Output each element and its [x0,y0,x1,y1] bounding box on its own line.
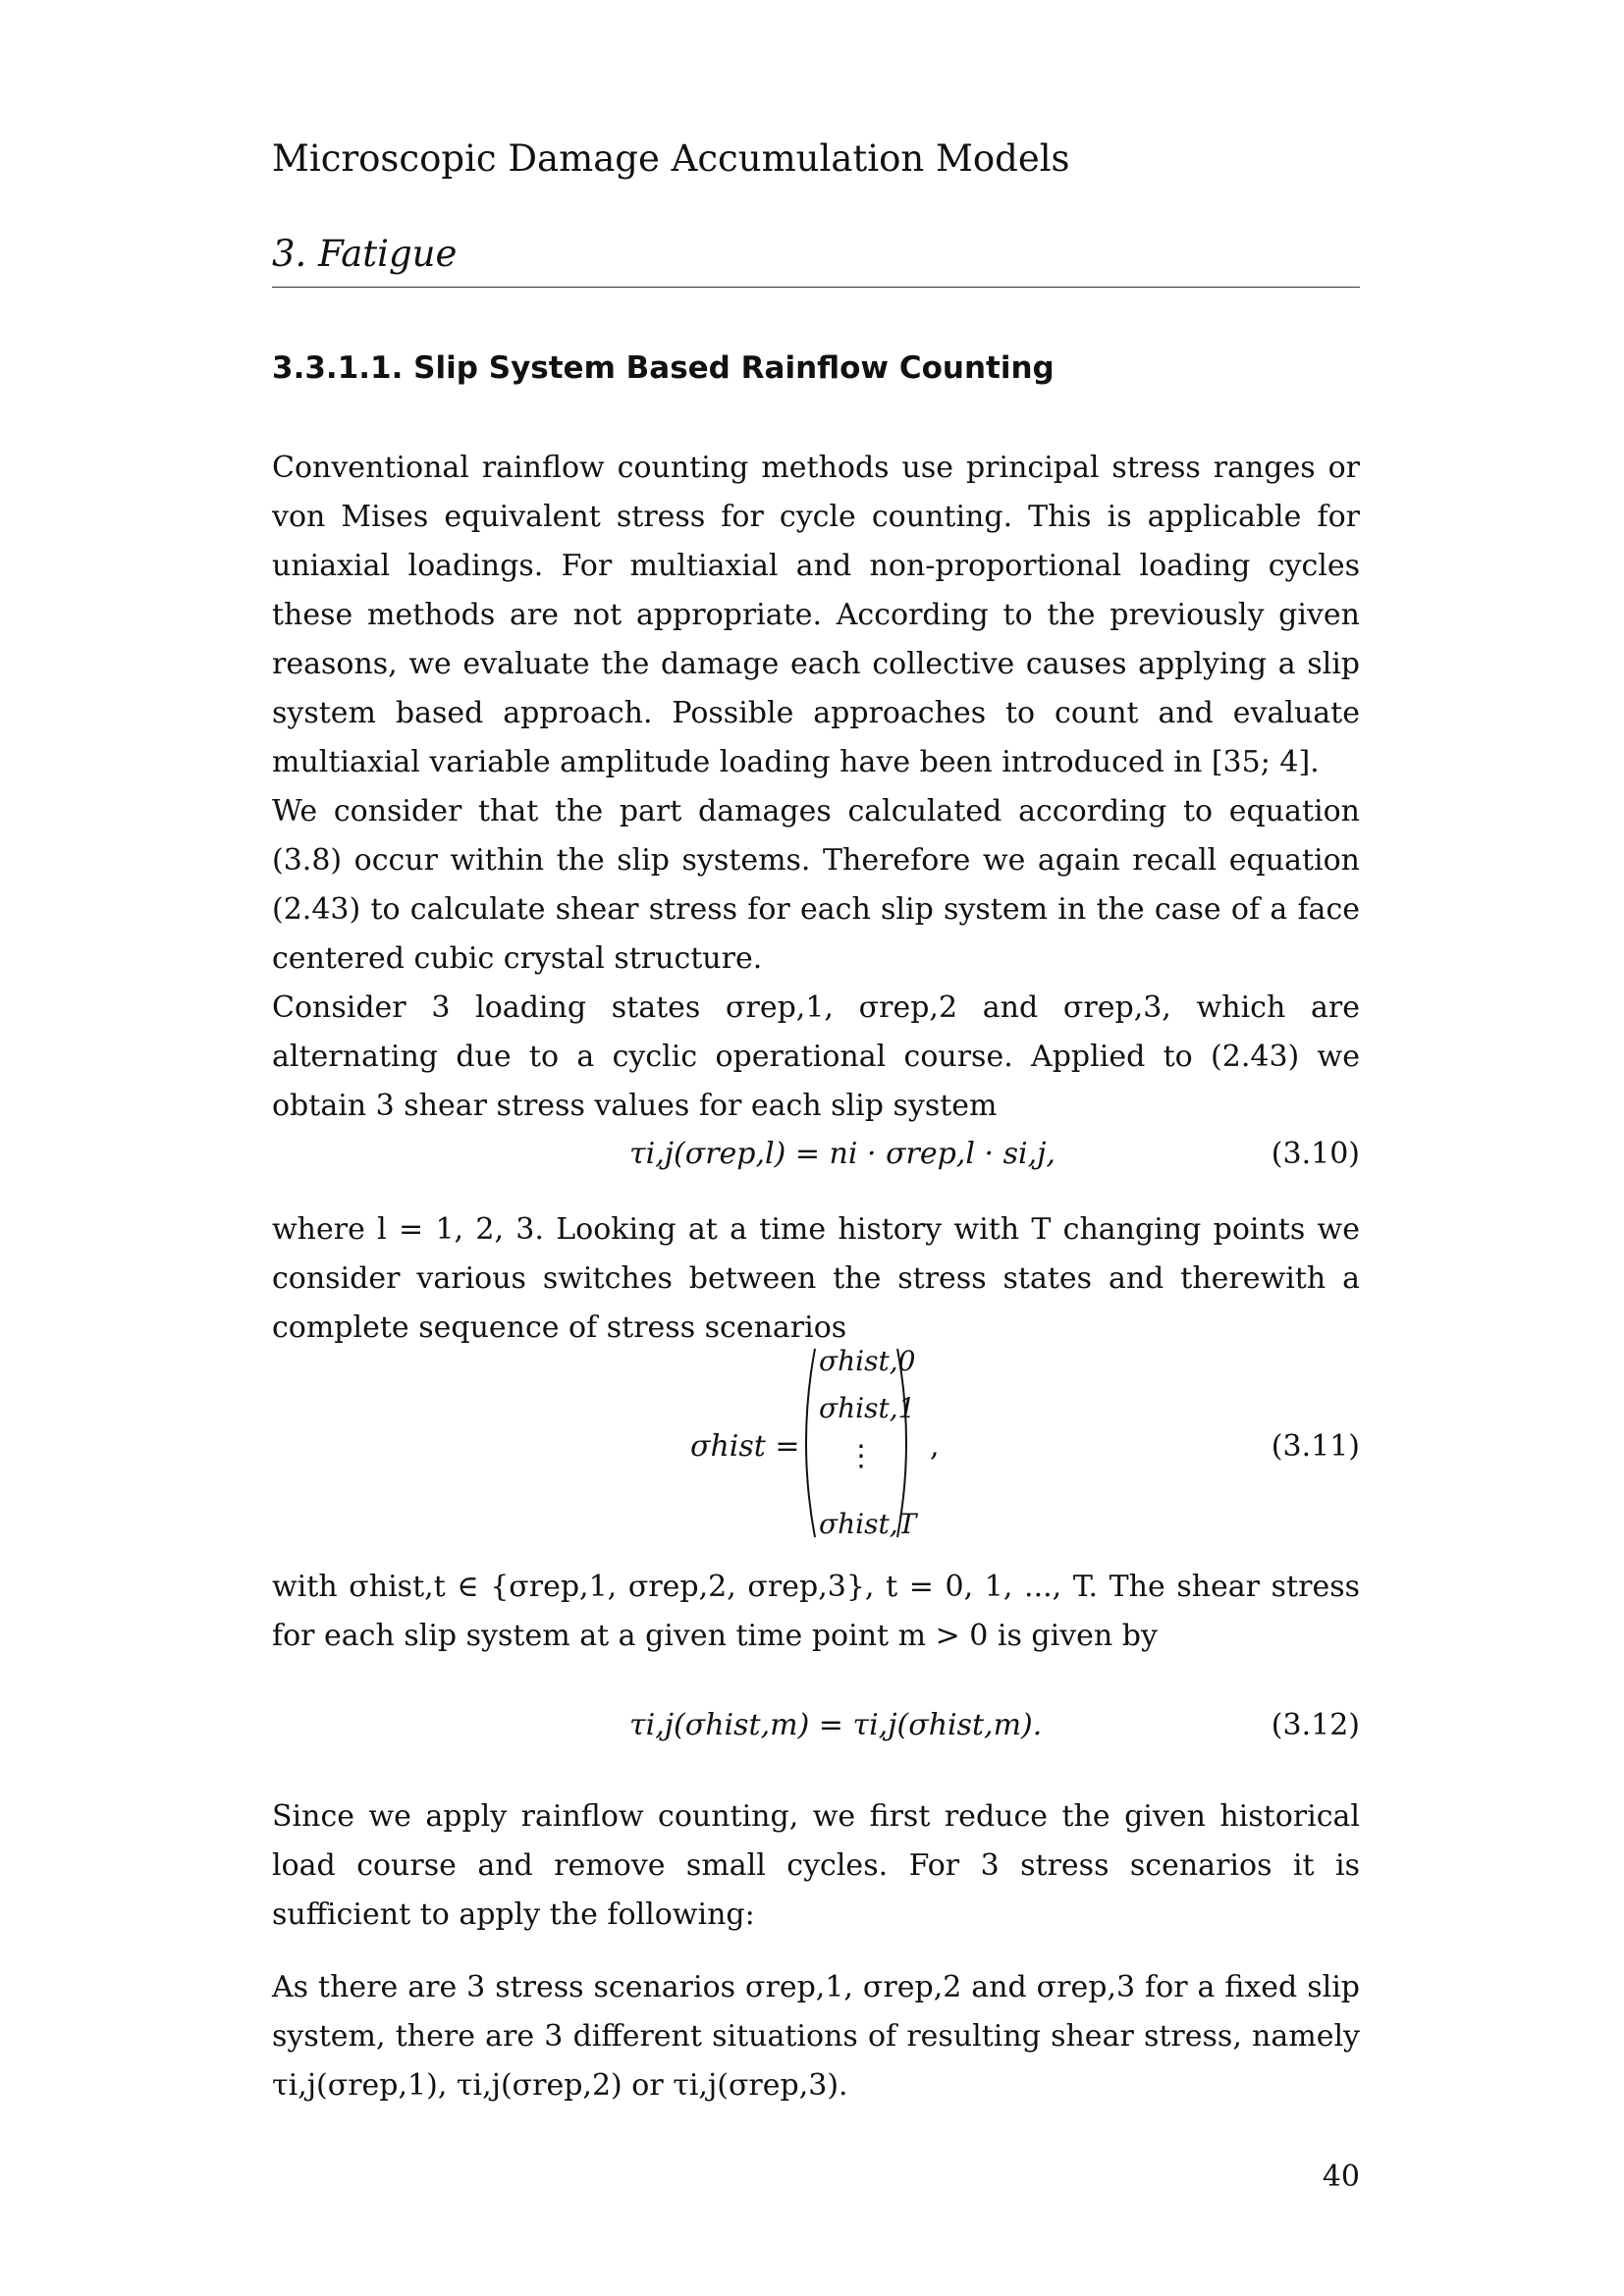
paragraph-7: As there are 3 stress scenarios σrep,1, σrep,2 and σrep,3 for a fixed slip system, there are 3 different situations of resulting shear stress, namely τi,j(σrep,1), τi,j(σrep,2) or τi,j(σrep,3). [272,1970,1360,2103]
equation-3-12-body: τi,j(σhist,m) = τi,j(σhist,m). [629,1708,1043,1742]
equation-3-11-comma: , [930,1429,940,1464]
equation-3-11 [272,1345,1360,1541]
equation-3-12-number: (3.12) [1271,1708,1360,1742]
equation-3-11-lhs: σhist = [690,1429,800,1464]
paragraph-4: where l = 1, 2, 3. Looking at a time history with T changing points we consider various switches between the stress states and therewith a complete sequence of stress scenarios [272,1212,1360,1345]
header-rule [272,287,1360,288]
vector-entry-0: σhist,0 [819,1345,916,1377]
vector-entry-T: σhist,T [819,1508,917,1540]
running-title: Microscopic Damage Accumulation Models [272,137,1070,180]
section-heading: 3.3.1.1. Slip System Based Rainflow Counting [272,350,1055,386]
equation-3-10-number: (3.10) [1271,1137,1360,1171]
body-text-block-3 [272,1563,1360,1661]
equation-3-12 [272,1708,1360,1747]
body-text-block-2 [272,1205,1360,1353]
equation-3-10 [272,1137,1360,1176]
chapter-title: 3. Fatigue [272,233,458,275]
body-text-block-4 [272,1792,1360,1940]
vector-entry-1: σhist,1 [819,1392,916,1424]
equation-3-11-number: (3.11) [1271,1429,1360,1464]
page-number: 40 [1322,2160,1360,2194]
paragraph-5: with σhist,t ∈ {σrep,1, σrep,2, σrep,3}, t = 0, 1, ..., T. The shear stress for each slip system at a given time point m > 0 is given by [272,1570,1360,1653]
paragraph-6: Since we apply rainflow counting, we first reduce the given historical load course and remove small cycles. For 3 stress scenarios it is sufficient to apply the following: [272,1799,1360,1932]
paragraph-2: We consider that the part damages calculated according to equation (3.8) occur within the slip systems. Therefore we again recall equation (2.43) to calculate shear stress for each slip system in the case of a face centered cubic crystal structure. [272,794,1360,976]
paragraph-3: Consider 3 loading states σrep,1, σrep,2 and σrep,3, which are alternating due to a cyclic operational course. Applied to (2.43) we obtain 3 shear stress values for each slip system [272,990,1360,1123]
column-vector [797,1345,915,1541]
body-text-block-5 [272,1963,1360,2110]
paragraph-1: Conventional rainflow counting methods use principal stress ranges or von Mises equivalent stress for cycle counting. This is applicable for uniaxial loadings. For multiaxial and non-proportional loading cycles these methods are not appropriate. According to the previously given reasons, we evaluate the damage each collective causes applying a slip system based approach. Possible approaches to count and evaluate multiaxial variable amplitude loading have been introduced in [35; 4]. [272,451,1360,779]
equation-3-10-body: τi,j(σrep,l) = ni · σrep,l · si,j, [629,1137,1056,1171]
vector-vertical-dots: ⋮ [846,1439,876,1473]
body-text-block-1 [272,444,1360,1131]
